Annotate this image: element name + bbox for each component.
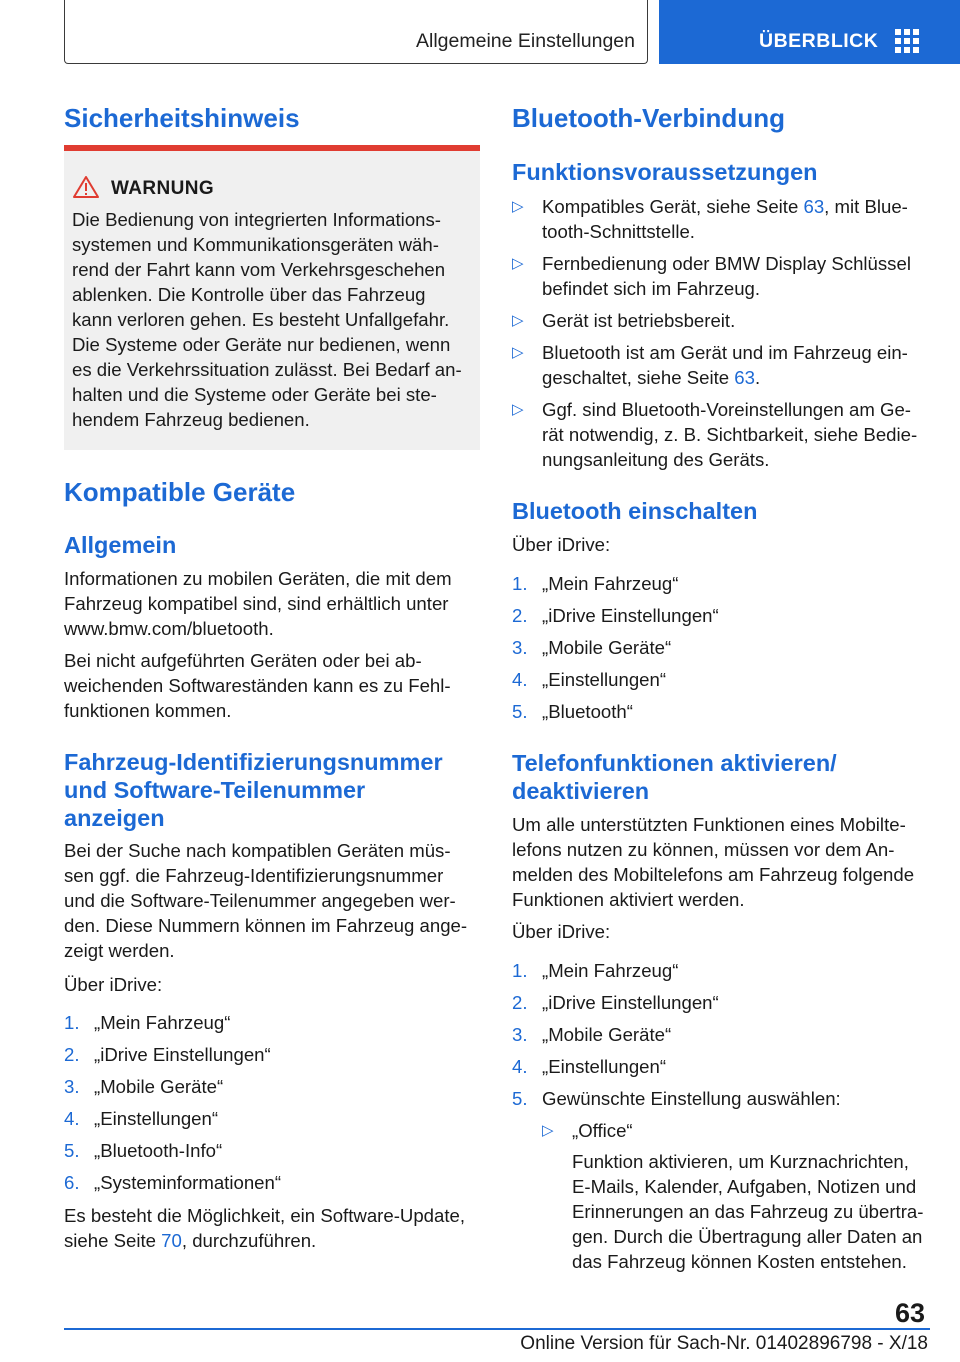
list-item: 3. „Mobile Geräte“ xyxy=(512,1024,672,1045)
paragraph-update: Es besteht die Möglichkeit, ein Software-Update, siehe Seite 70, durchzuführen. xyxy=(64,1205,466,1251)
list-item: ▷ Bluetooth ist am Gerät und im Fahrzeug ein‐ geschaltet, siehe Seite 63. xyxy=(512,342,908,388)
list-item: 4. „Einstellungen“ xyxy=(512,1056,667,1077)
list-item: 1. „Mein Fahrzeug“ xyxy=(64,1012,231,1033)
bullet-triangle-icon: ▷ xyxy=(512,344,524,361)
heading-bluetooth-connection: Bluetooth-Verbindung xyxy=(512,103,785,133)
heading-general: Allgemein xyxy=(64,532,177,558)
heading-phone-functions: Telefonfunktionen aktivieren/ deaktivieren xyxy=(512,750,837,804)
page-link-63[interactable]: 63 xyxy=(803,196,825,217)
list-item: 5. „Bluetooth“ xyxy=(512,701,633,722)
via-idrive-label: Über iDrive: xyxy=(512,534,611,555)
page-link-70[interactable]: 70 xyxy=(161,1230,182,1251)
paragraph-general-2: Bei nicht aufgeführten Geräten oder bei ab‐ weichenden Softwareständen kann es zu Fehl‐ funktionen kommen. xyxy=(64,650,451,721)
list-item: ▷ Ggf. sind Bluetooth-Voreinstellungen am Ge‐ rät notwendig, z. B. Sichtbarkeit, siehe Bedie‐ nungsanleitung des Geräts. xyxy=(512,399,918,470)
section-title: Allgemeine Einstellungen xyxy=(416,30,635,52)
heading-compatible-devices: Kompatible Geräte xyxy=(64,477,296,507)
heading-requirements: Funktionsvoraussetzungen xyxy=(512,159,818,185)
list-item: ▷ Gerät ist betriebsbereit. xyxy=(512,310,736,331)
heading-bluetooth-on: Bluetooth einschalten xyxy=(512,498,758,524)
list-item: 2. „iDrive Einstellungen“ xyxy=(512,605,719,626)
page-number: 63 xyxy=(895,1298,926,1328)
heading-vin: Fahrzeug-Identifizierungsnummer und Software-Teilenummer anzeigen xyxy=(64,749,443,831)
list-item: 2. „iDrive Einstellungen“ xyxy=(512,992,719,1013)
list-item: 6. „Systeminformationen“ xyxy=(64,1172,282,1193)
via-idrive-label: Über iDrive: xyxy=(64,974,163,995)
warning-triangle-icon xyxy=(72,175,100,199)
list-item: 5. „Bluetooth-Info“ xyxy=(64,1140,223,1161)
bullet-triangle-icon: ▷ xyxy=(542,1122,554,1139)
paragraph-general-1: Informationen zu mobilen Geräten, die mit dem Fahrzeug kompatibel sind, sind erhältlich unter www.bmw.com/bluetooth. xyxy=(64,568,452,639)
bullet-triangle-icon: ▷ xyxy=(512,312,524,329)
list-item: ▷ Fernbedienung oder BMW Display Schlüssel befindet sich im Fahrzeug. xyxy=(512,253,911,299)
via-idrive-label: Über iDrive: xyxy=(512,921,611,942)
warning-box xyxy=(64,145,480,450)
paragraph-phone: Um alle unterstützten Funktionen eines Mobilte‐ lefons nutzen zu können, müssen vor dem An‐ melden des Mobiltelefons am Fahrzeug folgende Funktionen aktiviert werden. xyxy=(512,814,915,910)
footer-divider xyxy=(64,1328,930,1330)
paragraph-vin: Bei der Suche nach kompatiblen Geräten müs‐ sen ggf. die Fahrzeug-Identifizierungsnummer und die Software-Teilenummer angegeben wer‐ den. Diese Nummern können im Fahrzeug ange‐ zeigt werden. xyxy=(64,840,468,961)
list-item: 4. „Einstellungen“ xyxy=(64,1108,219,1129)
overview-label: ÜBERBLICK xyxy=(759,30,879,52)
list-item: 1. „Mein Fahrzeug“ xyxy=(512,960,679,981)
list-item: 5. Gewünschte Einstellung auswählen: xyxy=(512,1088,841,1109)
sub-list-item-office: ▷ „Office“ Funktion aktivieren, um Kurznachrichten, E-Mails, Kalender, Aufgaben, Notizen und Erinnerungen an das Fahrzeug zu übertra‐ gen. Durch die Übertragung aller Daten an das Fahrzeug können Kosten entstehen. xyxy=(542,1118,932,1274)
warning-text: Die Bedienung von integrierten Informations‐ systemen und Kommunikationsgeräten wäh‐ rend der Fahrt kann vom Verkehrsgeschehen ablenken. Die Kontrolle über das Fahrzeug kann verloren gehen. Es besteht Unfallgefahr. Die Systeme oder Geräte nur bedienen, wenn es die Verkehrssituation zulässt. Bei Bedarf an‐ halten und die Systeme oder Geräte bei ste‐ hendem Fahrzeug bedienen. xyxy=(72,209,462,430)
requirements-list xyxy=(512,194,930,479)
bluetooth-steps-list xyxy=(512,571,930,731)
phone-steps-list xyxy=(512,958,930,1118)
section-header xyxy=(64,0,648,64)
warning-title: WARNUNG xyxy=(111,178,215,199)
bullet-triangle-icon: ▷ xyxy=(512,401,524,418)
bullet-triangle-icon: ▷ xyxy=(512,255,524,272)
steps-list xyxy=(64,1010,482,1202)
heading-safety: Sicherheitshinweis xyxy=(64,103,300,133)
list-item: 4. „Einstellungen“ xyxy=(512,669,667,690)
list-item: 2. „iDrive Einstellungen“ xyxy=(64,1044,271,1065)
sub-item-title: „Office“ xyxy=(572,1120,633,1141)
overview-button[interactable] xyxy=(659,0,960,64)
list-item: 1. „Mein Fahrzeug“ xyxy=(512,573,679,594)
list-item: 3. „Mobile Geräte“ xyxy=(64,1076,224,1097)
bullet-triangle-icon: ▷ xyxy=(512,198,524,215)
footer-text: Online Version für Sach-Nr. 01402896798 - X/18 xyxy=(520,1333,928,1354)
page-link-63[interactable]: 63 xyxy=(734,367,755,388)
list-item: ▷ Kompatibles Gerät, siehe Seite 63, mit Blue‐ tooth-Schnittstelle. xyxy=(512,196,908,242)
grid-menu-icon xyxy=(895,29,919,53)
list-item: 3. „Mobile Geräte“ xyxy=(512,637,672,658)
